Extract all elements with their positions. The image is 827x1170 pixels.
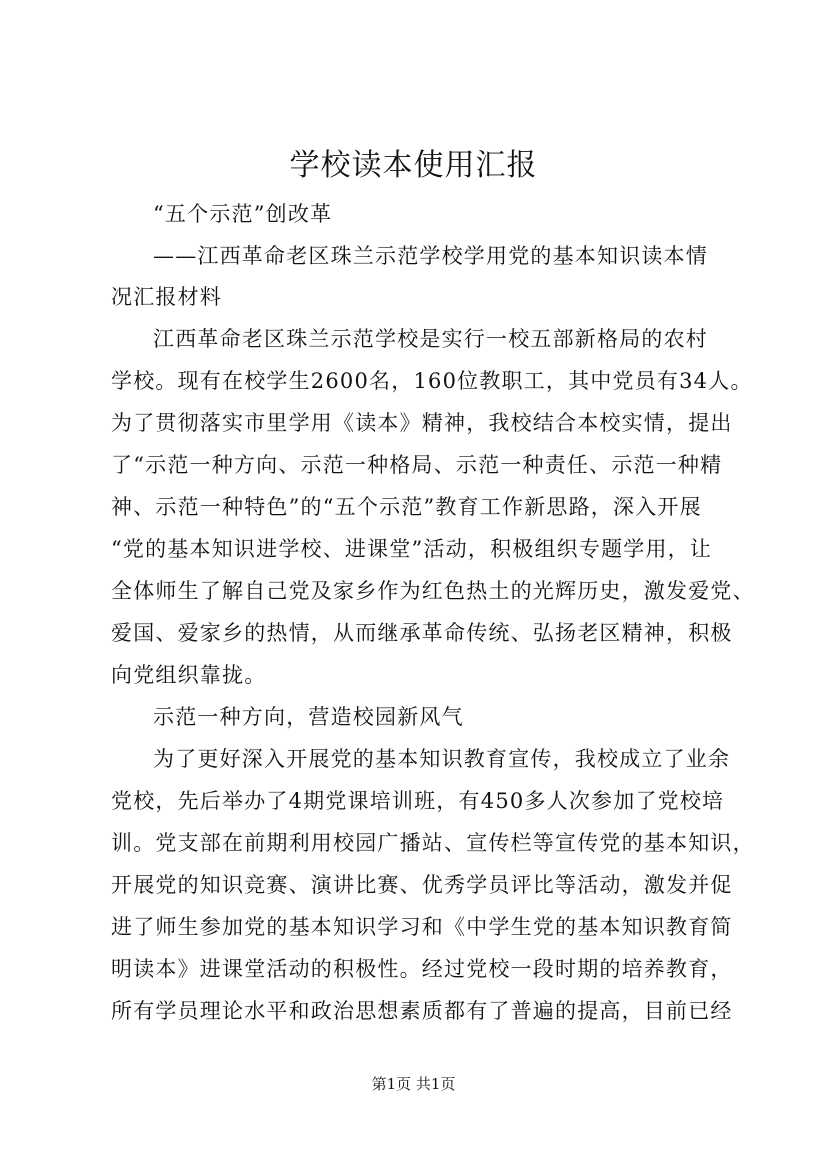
paragraph-line: 为了贯彻落实市里学用《读本》精神，我校结合本校实情，提出 <box>111 411 733 435</box>
paragraph-line: 明读本》进课堂活动的积极性。经过党校一段时期的培养教育， <box>111 957 733 981</box>
paragraph-line: 为了更好深入开展党的基本知识教育宣传，我校成立了业余 <box>153 747 731 771</box>
paragraph-line: 进了师生参加党的基本知识学习和《中学生党的基本知识教育简 <box>111 915 733 939</box>
subtitle-continuation-line: 况汇报材料 <box>111 285 222 309</box>
paragraph-line: 训。党支部在前期利用校园广播站、宣传栏等宣传党的基本知识， <box>111 831 755 855</box>
document-title: 学校读本使用汇报 <box>289 148 538 183</box>
paragraph-line: “党的基本知识进学校、进课堂”活动，积极组织专题学用，让 <box>111 537 713 561</box>
paragraph-line: 所有学员理论水平和政治思想素质都有了普遍的提高，目前已经 <box>111 999 733 1023</box>
paragraph-line: 江西革命老区珠兰示范学校是实行一校五部新格局的农村 <box>153 327 708 351</box>
paragraph-line: 爱国、爱家乡的热情，从而继承革命传统、弘扬老区精神，积极 <box>111 621 733 645</box>
paragraph-line: 开展党的知识竞赛、演讲比赛、优秀学员评比等活动，激发并促 <box>111 873 733 897</box>
subtitle-line: “五个示范”创改革 <box>153 202 333 226</box>
paragraph-line: 全体师生了解自己党及家乡作为红色热土的光辉历史，激发爱党、 <box>111 579 755 603</box>
paragraph-line: 向党组织靠拢。 <box>111 663 267 687</box>
paragraph-line: 神、示范一种特色”的“五个示范”教育工作新思路，深入开展 <box>111 495 702 519</box>
paragraph-line: 党校，先后举办了4期党课培训班，有450多人次参加了党校培 <box>111 789 725 813</box>
paragraph-line: 了“示范一种方向、示范一种格局、示范一种责任、示范一种精 <box>111 453 723 477</box>
section-heading: 示范一种方向，营造校园新风气 <box>153 705 464 729</box>
page-number-footer: 第1页 共1页 <box>371 1075 456 1093</box>
paragraph-line: 学校。现有在校学生2600名，160位教职工，其中党员有34人。 <box>111 369 753 393</box>
subtitle-continuation-line: ——江西革命老区珠兰示范学校学用党的基本知识读本情 <box>153 244 708 268</box>
